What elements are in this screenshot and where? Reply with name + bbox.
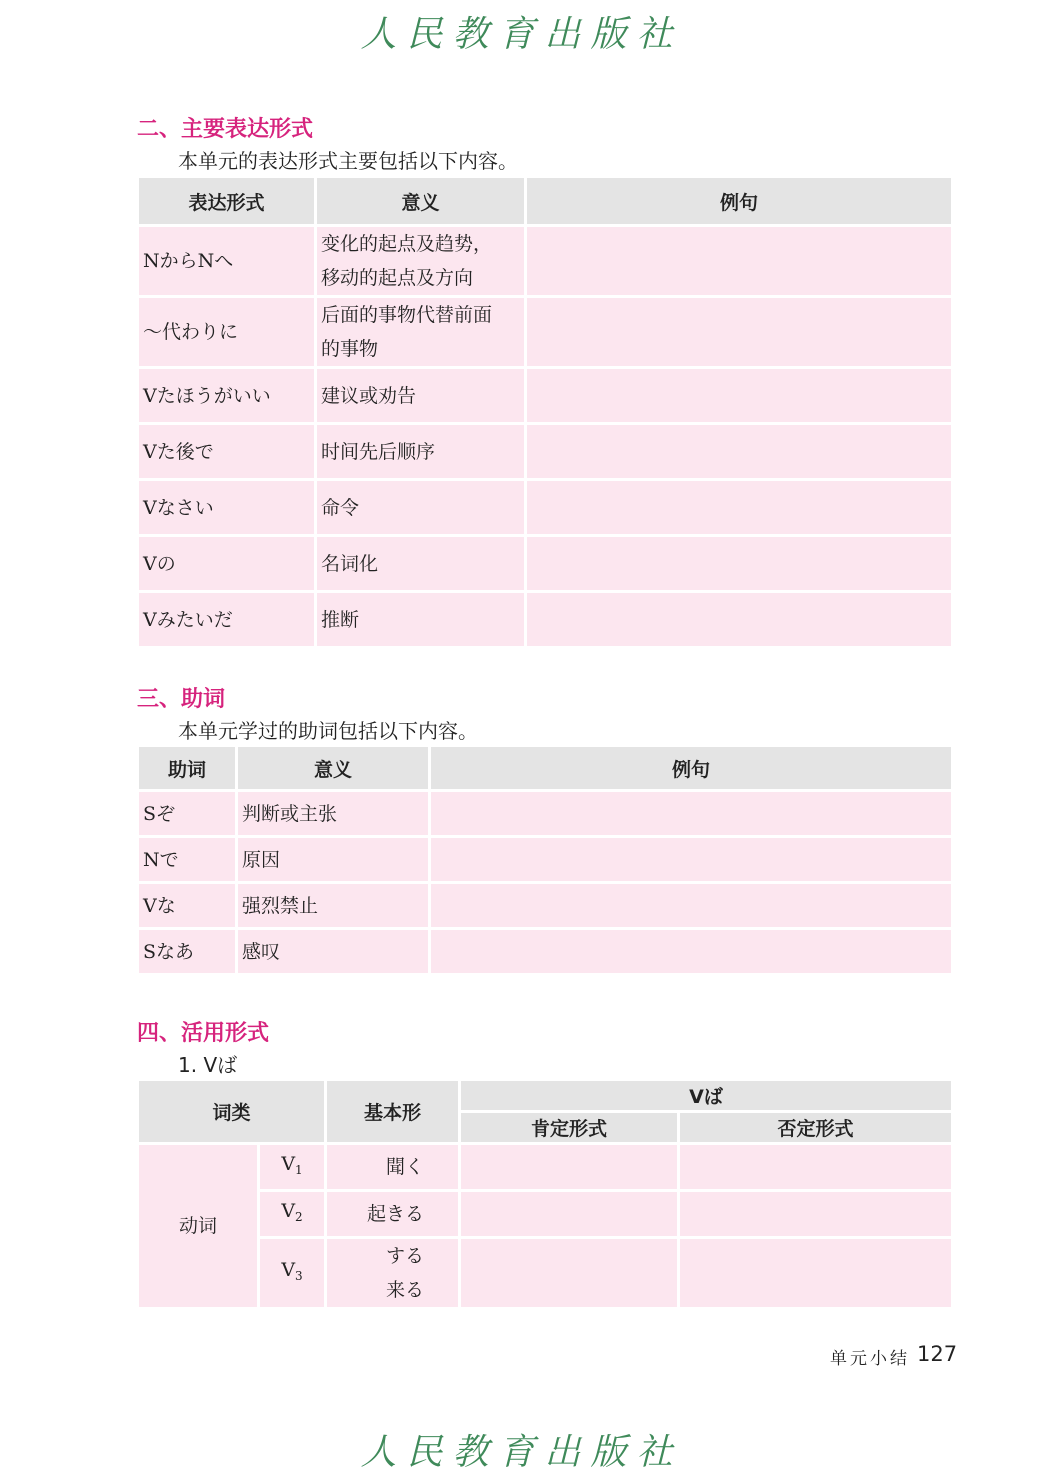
table-row xyxy=(139,369,951,422)
meaning-cell: 时间先后顺序 xyxy=(317,425,524,478)
conjugation-table xyxy=(136,1078,954,1310)
column-header-form: 表达形式 xyxy=(139,178,314,224)
column-header-vba-group: Vば xyxy=(461,1081,951,1110)
example-cell xyxy=(527,481,951,534)
publisher-watermark-bottom: 人民教育出版社 xyxy=(360,1432,683,1473)
column-header-affirmative: 肯定形式 xyxy=(461,1113,677,1142)
verb-type-subscript: 3 xyxy=(295,1269,303,1283)
base-form-line: する xyxy=(385,1245,424,1267)
meaning-cell: 推断 xyxy=(317,593,524,646)
table-row xyxy=(139,1145,951,1189)
publisher-watermark-top: 人民教育出版社 xyxy=(360,14,683,55)
table-row xyxy=(139,884,951,927)
section-heading-conjugation: 四、活用形式 xyxy=(137,1021,270,1046)
table-header-row xyxy=(139,1081,951,1110)
particle-cell: Sなあ xyxy=(139,930,235,973)
table-row xyxy=(139,930,951,973)
affirmative-cell xyxy=(461,1192,677,1236)
negative-cell xyxy=(680,1145,951,1189)
table-row xyxy=(139,593,951,646)
meaning-cell: 感叹 xyxy=(238,930,428,973)
meaning-line: 移动的起点及方向 xyxy=(321,267,474,289)
form-cell: Vた後で xyxy=(139,425,314,478)
meaning-cell xyxy=(317,227,524,295)
form-cell: Vみたいだ xyxy=(139,593,314,646)
column-header-meaning: 意义 xyxy=(238,747,428,789)
table-row xyxy=(139,792,951,835)
particle-cell: Vな xyxy=(139,884,235,927)
example-cell xyxy=(527,298,951,366)
form-cell: ～代わりに xyxy=(139,298,314,366)
section-heading-particles: 三、助词 xyxy=(137,687,226,712)
form-cell: Vたほうがいい xyxy=(139,369,314,422)
meaning-cell: 建议或劝告 xyxy=(317,369,524,422)
verb-type-subscript: 2 xyxy=(295,1210,303,1224)
form-cell: Vの xyxy=(139,537,314,590)
example-cell xyxy=(527,537,951,590)
verb-type-subscript: 1 xyxy=(295,1163,303,1177)
negative-cell xyxy=(680,1192,951,1236)
table-row xyxy=(139,425,951,478)
particles-table xyxy=(136,744,954,976)
column-header-particle: 助词 xyxy=(139,747,235,789)
example-cell xyxy=(431,838,951,881)
example-cell xyxy=(527,425,951,478)
table-row xyxy=(139,1192,951,1236)
column-header-word-class: 词类 xyxy=(139,1081,324,1142)
example-cell xyxy=(431,884,951,927)
verb-type-cell xyxy=(260,1145,324,1189)
negative-cell xyxy=(680,1239,951,1307)
particle-cell: Nで xyxy=(139,838,235,881)
verb-type-cell xyxy=(260,1192,324,1236)
table-row xyxy=(139,838,951,881)
base-form-cell: 起きる xyxy=(327,1192,458,1236)
section-intro-expressions: 本单元的表达形式主要包括以下内容。 xyxy=(178,149,518,173)
base-form-cell xyxy=(327,1239,458,1307)
meaning-cell: 原因 xyxy=(238,838,428,881)
footer-unit-label: 单元小结 xyxy=(830,1349,910,1369)
table-row xyxy=(139,481,951,534)
base-form-cell: 聞く xyxy=(327,1145,458,1189)
meaning-cell: 名词化 xyxy=(317,537,524,590)
subsection-heading-vba: 1. Vば xyxy=(178,1053,238,1077)
base-form-line: 来る xyxy=(385,1279,424,1301)
form-cell: NからNへ xyxy=(139,227,314,295)
meaning-line: 的事物 xyxy=(321,338,379,360)
meaning-line: 变化的起点及趋势， xyxy=(321,233,493,255)
page-number: 127 xyxy=(917,1342,958,1366)
example-cell xyxy=(431,792,951,835)
table-row xyxy=(139,1239,951,1307)
column-header-meaning: 意义 xyxy=(317,178,524,224)
example-cell xyxy=(527,227,951,295)
example-cell xyxy=(527,593,951,646)
meaning-line: 后面的事物代替前面 xyxy=(321,304,493,326)
table-header-row xyxy=(139,747,951,789)
verb-type-letter: V xyxy=(281,1153,296,1175)
meaning-cell: 判断或主张 xyxy=(238,792,428,835)
column-header-example: 例句 xyxy=(431,747,951,789)
table-row xyxy=(139,537,951,590)
verb-type-letter: V xyxy=(281,1200,296,1222)
example-cell xyxy=(431,930,951,973)
affirmative-cell xyxy=(461,1145,677,1189)
meaning-cell: 命令 xyxy=(317,481,524,534)
table-row xyxy=(139,227,951,295)
section-intro-particles: 本单元学过的助词包括以下内容。 xyxy=(178,719,478,743)
column-header-negative: 否定形式 xyxy=(680,1113,951,1142)
word-class-cell: 动词 xyxy=(139,1145,257,1307)
form-cell: Vなさい xyxy=(139,481,314,534)
verb-type-cell xyxy=(260,1239,324,1307)
section-heading-expressions: 二、主要表达形式 xyxy=(137,117,314,142)
example-cell xyxy=(527,369,951,422)
affirmative-cell xyxy=(461,1239,677,1307)
table-header-row xyxy=(139,178,951,224)
particle-cell: Sぞ xyxy=(139,792,235,835)
meaning-cell: 强烈禁止 xyxy=(238,884,428,927)
column-header-example: 例句 xyxy=(527,178,951,224)
expressions-table xyxy=(136,175,954,649)
column-header-base-form: 基本形 xyxy=(327,1081,458,1142)
table-row xyxy=(139,298,951,366)
verb-type-letter: V xyxy=(281,1259,296,1281)
meaning-cell xyxy=(317,298,524,366)
